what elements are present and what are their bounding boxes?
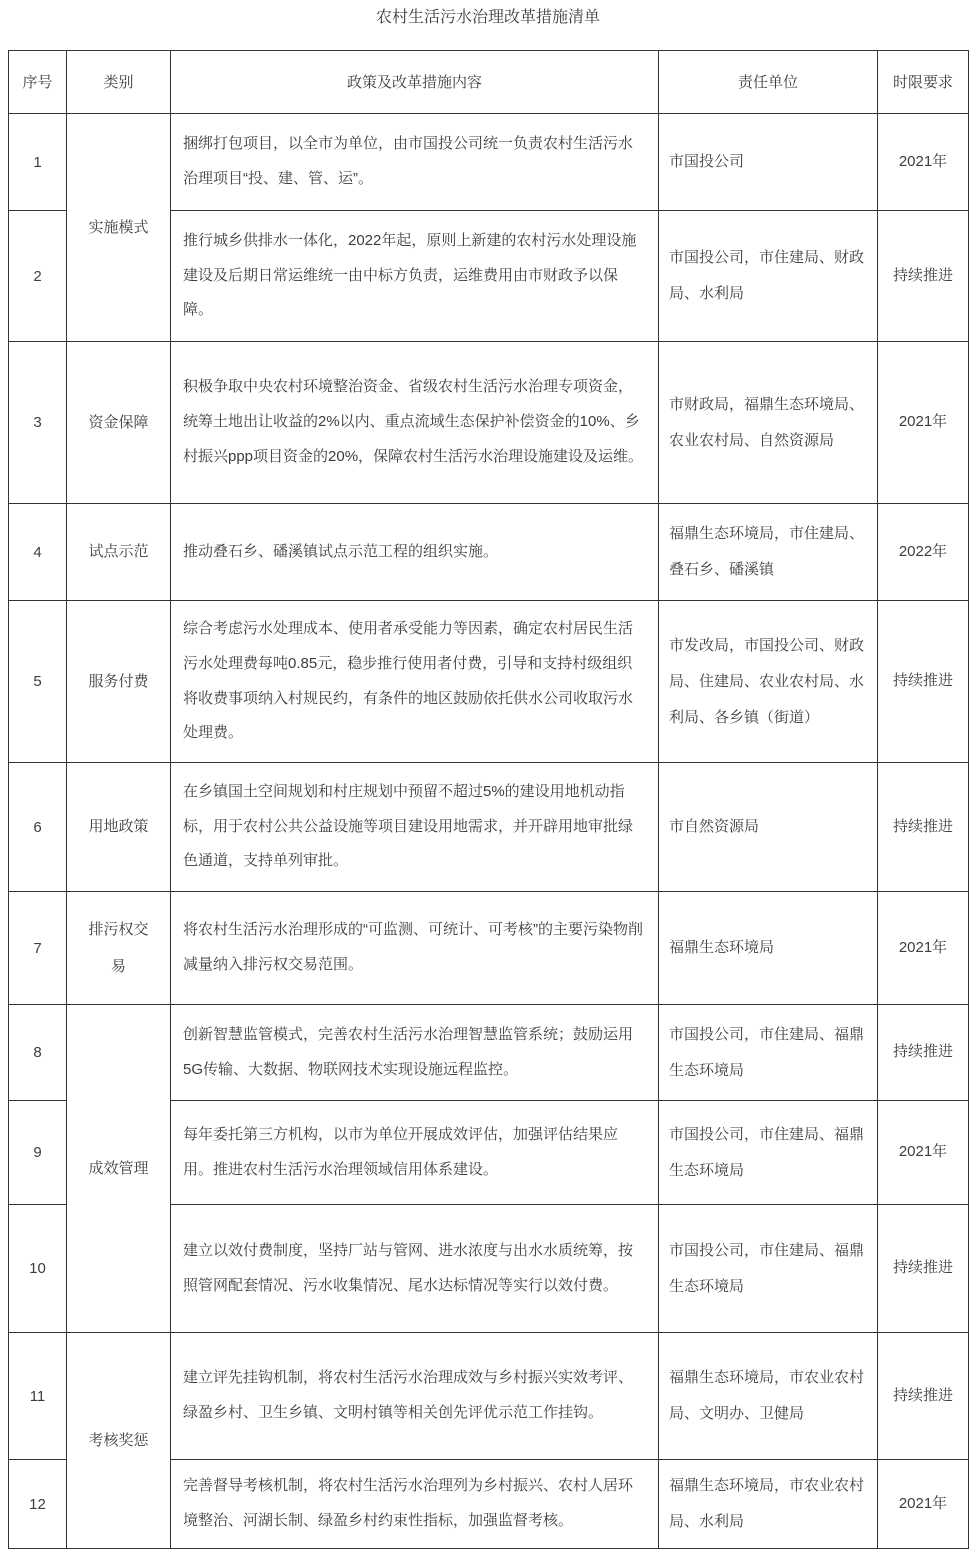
cell-deadline: 2021年 xyxy=(878,342,969,504)
cell-unit: 市国投公司，市住建局、福鼎生态环境局 xyxy=(659,1005,878,1101)
cell-deadline: 持续推进 xyxy=(878,1005,969,1101)
cell-category: 排污权交易 xyxy=(67,892,171,1005)
cell-content: 完善督导考核机制，将农村生活污水治理列为乡村振兴、农村人居环境整治、河湖长制、绿盈乡村约束性指标，加强监督考核。 xyxy=(171,1460,659,1549)
table-row xyxy=(9,1005,969,1101)
table-row xyxy=(9,342,969,504)
table-row xyxy=(9,601,969,763)
page-title: 农村生活污水治理改革措施清单 xyxy=(375,9,600,26)
cell-content: 推行城乡供排水一体化，2022年起，原则上新建的农村污水处理设施建设及后期日常运维统一由中标方负责，运维费用由市财政予以保障。 xyxy=(171,211,659,342)
cell-content: 捆绑打包项目，以全市为单位，由市国投公司统一负责农村生活污水治理项目“投、建、管、运”。 xyxy=(171,114,659,211)
cell-category: 资金保障 xyxy=(67,342,171,504)
cell-content: 建立以效付费制度，坚持厂站与管网、进水浓度与出水水质统筹，按照管网配套情况、污水收集情况、尾水达标情况等实行以效付费。 xyxy=(171,1205,659,1333)
cell-unit: 市国投公司，市住建局、福鼎生态环境局 xyxy=(659,1101,878,1205)
cell-content: 积极争取中央农村环境整治资金、省级农村生活污水治理专项资金，统筹土地出让收益的2%以内、重点流域生态保护补偿资金的10%、乡村振兴ppp项目资金的20%，保障农村生活污水治理设施建设及运维。 xyxy=(171,342,659,504)
cell-no: 12 xyxy=(9,1460,67,1549)
cell-content: 每年委托第三方机构，以市为单位开展成效评估，加强评估结果应用。推进农村生活污水治理领域信用体系建设。 xyxy=(171,1101,659,1205)
cell-category: 试点示范 xyxy=(67,504,171,601)
cell-content: 建立评先挂钩机制，将农村生活污水治理成效与乡村振兴实效考评、绿盈乡村、卫生乡镇、文明村镇等相关创先评优示范工作挂钩。 xyxy=(171,1333,659,1460)
cell-no: 7 xyxy=(9,892,67,1005)
cell-no: 5 xyxy=(9,601,67,763)
cell-category: 实施模式 xyxy=(67,114,171,342)
cell-deadline: 2022年 xyxy=(878,504,969,601)
cell-unit: 福鼎生态环境局，市住建局、叠石乡、磻溪镇 xyxy=(659,504,878,601)
cell-unit: 市国投公司，市住建局、福鼎生态环境局 xyxy=(659,1205,878,1333)
cell-deadline: 2021年 xyxy=(878,114,969,211)
table-row xyxy=(9,1333,969,1460)
cell-unit: 市国投公司，市住建局、财政局、水利局 xyxy=(659,211,878,342)
header-category: 类别 xyxy=(67,51,171,114)
cell-category: 用地政策 xyxy=(67,763,171,892)
header-content: 政策及改革措施内容 xyxy=(171,51,659,114)
cell-deadline: 2021年 xyxy=(878,892,969,1005)
cell-unit: 市发改局，市国投公司、财政局、住建局、农业农村局、水利局、各乡镇（街道） xyxy=(659,601,878,763)
cell-deadline: 持续推进 xyxy=(878,763,969,892)
cell-unit: 福鼎生态环境局，市农业农村局、文明办、卫健局 xyxy=(659,1333,878,1460)
cell-unit: 福鼎生态环境局 xyxy=(659,892,878,1005)
table-row xyxy=(9,763,969,892)
table-row xyxy=(9,504,969,601)
cell-unit: 福鼎生态环境局，市农业农村局、水利局 xyxy=(659,1460,878,1549)
header-no: 序号 xyxy=(9,51,67,114)
cell-no: 3 xyxy=(9,342,67,504)
header-deadline: 时限要求 xyxy=(878,51,969,114)
cell-content: 推动叠石乡、磻溪镇试点示范工程的组织实施。 xyxy=(171,504,659,601)
cell-no: 6 xyxy=(9,763,67,892)
cell-no: 11 xyxy=(9,1333,67,1460)
cell-category: 成效管理 xyxy=(67,1005,171,1333)
header-unit: 责任单位 xyxy=(659,51,878,114)
header-row xyxy=(9,51,969,114)
cell-no: 8 xyxy=(9,1005,67,1101)
cell-deadline: 持续推进 xyxy=(878,211,969,342)
cell-deadline: 2021年 xyxy=(878,1101,969,1205)
cell-content: 综合考虑污水处理成本、使用者承受能力等因素，确定农村居民生活污水处理费每吨0.85元，稳步推行使用者付费，引导和支持村级组织将收费事项纳入村规民约，有条件的地区鼓励依托供水公司收取污水处理费。 xyxy=(171,601,659,763)
cell-content: 创新智慧监管模式，完善农村生活污水治理智慧监管系统；鼓励运用5G传输、大数据、物联网技术实现设施远程监控。 xyxy=(171,1005,659,1101)
cell-category: 服务付费 xyxy=(67,601,171,763)
cell-no: 2 xyxy=(9,211,67,342)
table-row xyxy=(9,114,969,211)
cell-deadline: 持续推进 xyxy=(878,601,969,763)
cell-unit: 市自然资源局 xyxy=(659,763,878,892)
cell-deadline: 2021年 xyxy=(878,1460,969,1549)
cell-no: 10 xyxy=(9,1205,67,1333)
table-row xyxy=(9,892,969,1005)
cell-unit: 市财政局，福鼎生态环境局、农业农村局、自然资源局 xyxy=(659,342,878,504)
cell-content: 将农村生活污水治理形成的“可监测、可统计、可考核”的主要污染物削减量纳入排污权交易范围。 xyxy=(171,892,659,1005)
cell-deadline: 持续推进 xyxy=(878,1205,969,1333)
cell-category: 考核奖惩 xyxy=(67,1333,171,1549)
cell-no: 1 xyxy=(9,114,67,211)
cell-content: 在乡镇国土空间规划和村庄规划中预留不超过5%的建设用地机动指标，用于农村公共公益设施等项目建设用地需求，并开辟用地审批绿色通道，支持单列审批。 xyxy=(171,763,659,892)
measures-table xyxy=(8,50,969,1549)
cell-no: 9 xyxy=(9,1101,67,1205)
cell-deadline: 持续推进 xyxy=(878,1333,969,1460)
cell-unit: 市国投公司 xyxy=(659,114,878,211)
cell-no: 4 xyxy=(9,504,67,601)
